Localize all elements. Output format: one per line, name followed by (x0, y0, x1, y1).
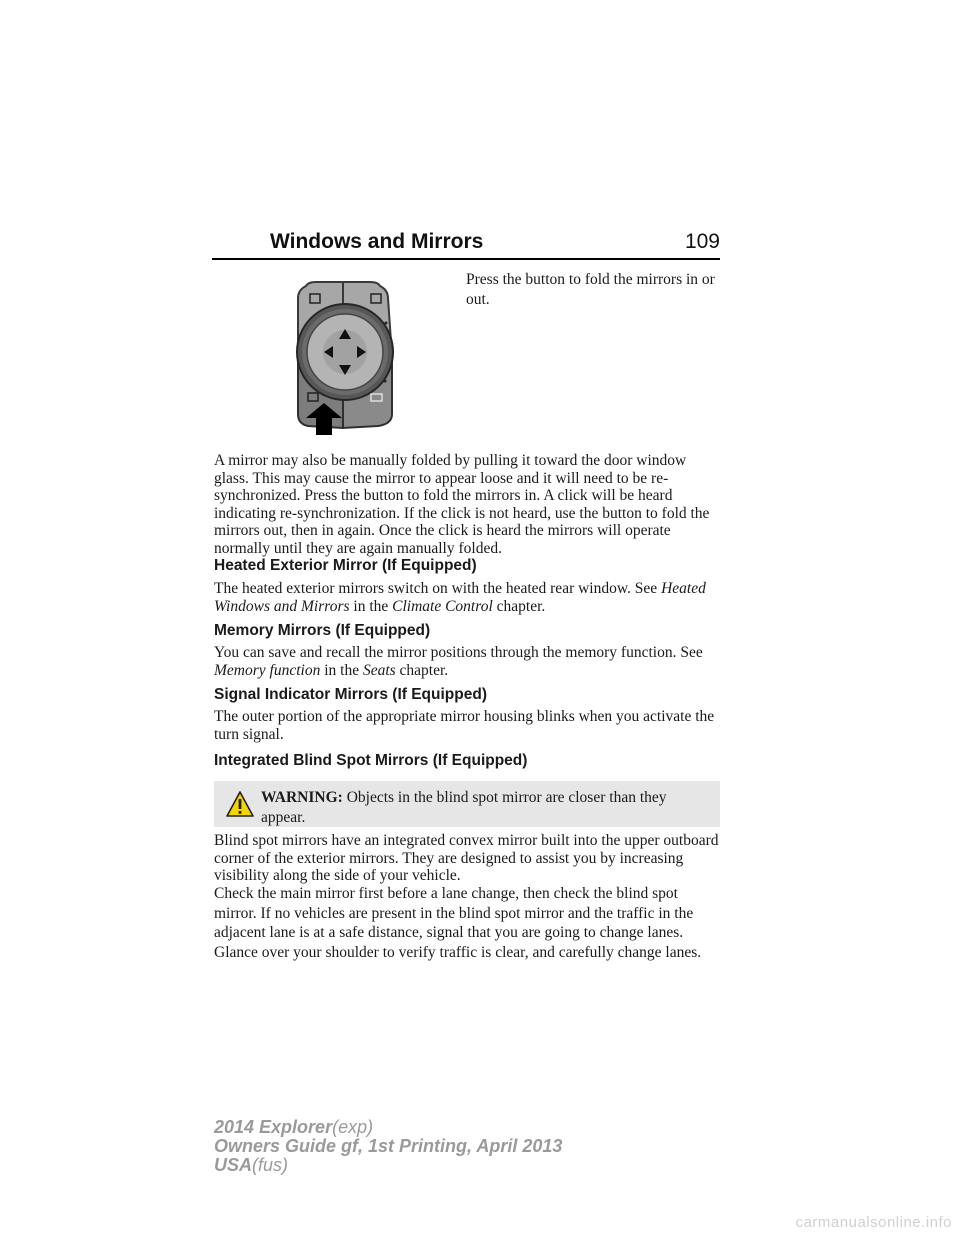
heading-memory-mirrors: Memory Mirrors (If Equipped) (214, 622, 431, 639)
memory-mirrors-paragraph: You can save and recall the mirror positions through the memory function. See Memory function in the Seats chapter. (214, 644, 703, 679)
page-header (212, 228, 720, 260)
cross-reference-link[interactable]: Memory function (214, 661, 321, 679)
pointer-arrow-icon (304, 402, 344, 436)
footer-line-2: Owners Guide gf, 1st Printing, April 2013 (214, 1136, 563, 1156)
section-title: Windows and Mirrors (270, 230, 484, 253)
mirror-control-figure (268, 276, 418, 436)
watermark: carmanualsonline.info (795, 1214, 952, 1231)
warning-label: WARNING: (261, 789, 343, 806)
page-number: 109 (684, 230, 720, 253)
heading-blind-spot-mirrors: Integrated Blind Spot Mirrors (If Equipped) (214, 752, 528, 769)
warning-text: WARNING: Objects in the blind spot mirror are closer than they appear. (261, 789, 667, 826)
heading-heated-mirror: Heated Exterior Mirror (If Equipped) (214, 557, 477, 574)
footer-line-1: 2014 Explorer(exp) (214, 1117, 374, 1137)
heated-mirror-paragraph: The heated exterior mirrors switch on with the heated rear window. See Heated Windows and Mirrors in the Climate Control chapter. (214, 580, 706, 615)
cross-reference-link[interactable]: Seats (362, 661, 396, 679)
cross-reference-link[interactable]: Climate Control (392, 597, 493, 615)
intro-paragraph: A mirror may also be manually folded by pulling it toward the door window glass. This may cause the mirror to appear loose and it will need to be re-synchronized. Press the button to fold the mirrors in. A click will be heard indicating re-synchronization. If the click is not heard, use the button to fold the mirrors out, then in again. Once the click is heard the mirrors will operate normally until they are again manually folded. (214, 452, 710, 557)
document-footer (214, 1118, 562, 1175)
blind-spot-paragraph-1: Blind spot mirrors have an integrated convex mirror built into the upper outboard corner of the exterior mirrors. They are designed to assist you by increasing visibility along the side of your vehicle. (214, 832, 719, 884)
figure-caption: Press the button to fold the mirrors in or out. (466, 271, 715, 308)
footer-line-3: USA(fus) (214, 1155, 289, 1175)
heading-signal-mirrors: Signal Indicator Mirrors (If Equipped) (214, 686, 487, 703)
cross-reference-link[interactable]: Heated Windows and Mirrors (214, 580, 706, 615)
blind-spot-paragraph-2: Check the main mirror first before a lane change, then check the blind spot mirror. If no vehicles are present in the blind spot mirror and the traffic in the adjacent lane is at a safe distance, signal that you are going to change lanes. Glance over your shoulder to verify traffic is clear, and carefully change lanes. (214, 885, 702, 961)
warning-triangle-icon (226, 791, 254, 817)
signal-mirrors-paragraph: The outer portion of the appropriate mirror housing blinks when you activate the turn signal. (214, 708, 715, 743)
warning-box (214, 781, 720, 827)
